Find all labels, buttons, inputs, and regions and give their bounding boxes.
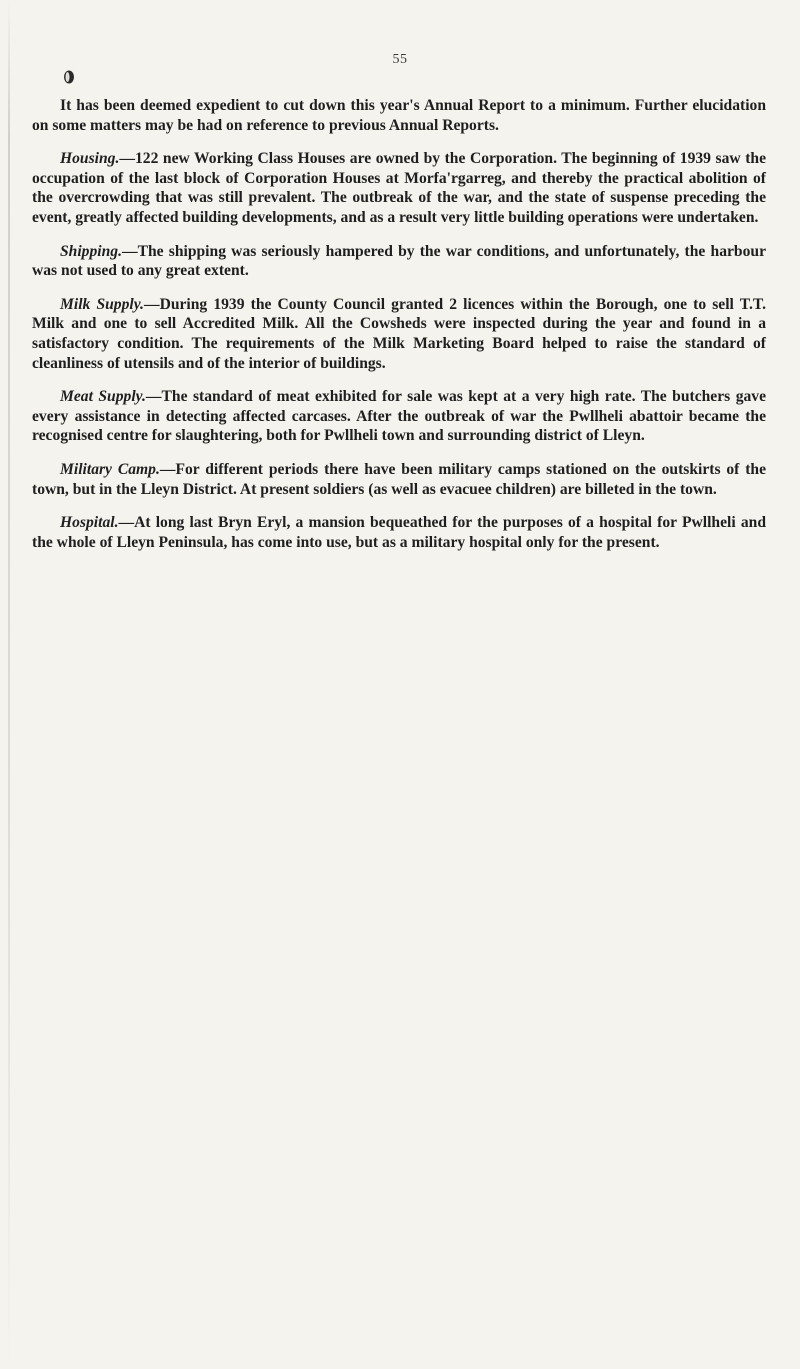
page-edge-shadow — [8, 0, 10, 1369]
section-heading: Shipping. — [60, 242, 122, 260]
section-heading: Military Camp. — [60, 460, 160, 478]
hospital-section — [32, 513, 766, 552]
ink-blot-mark — [63, 70, 75, 84]
intro-paragraph: It has been deemed expedient to cut down this year's Annual Report to a minimum. Further elucidation on some matters may be had on reference to previous Annual Reports. — [32, 97, 766, 134]
section-text: —122 new Working Class Houses are owned by the Corporation. The beginning of 1939 saw the occupation of the last block of Corporation Houses at Morfa'rgarreg, and thereby the practical abolition of the overcrowding that was still prevalent. The outbreak of the war, and the state of suspense preceding the event, greatly affected building developments, and as a result very little building operations were undertaken. — [32, 150, 766, 226]
shipping-section — [32, 242, 766, 281]
milk-supply-section — [32, 295, 766, 373]
page-number: 55 — [392, 52, 408, 67]
section-text: —At long last Bryn Eryl, a mansion bequeathed for the purposes of a hospital for Pwllheli and the whole of Lleyn Peninsula, has come into use, but as a military hospital only for the present. — [32, 514, 766, 551]
report-body — [32, 96, 766, 566]
meat-supply-section — [32, 387, 766, 446]
section-heading: Meat Supply. — [60, 388, 146, 406]
section-heading: Milk Supply. — [60, 295, 144, 313]
military-camp-section — [32, 460, 766, 499]
section-text: —For different periods there have been military camps stationed on the outskirts of the town, but in the Lleyn District. At present soldiers (as well as evacuee children) are billeted in the town. — [32, 460, 766, 498]
section-text: —During 1939 the County Council granted 2 licences within the Borough, one to sell T.T. Milk and one to sell Accredited Milk. All the Cowsheds were inspected during the year and found in a satisfactory condition. The requirements of the Milk Marketing Board helped to raise the standard of cleanliness of utensils and of the interior of buildings. — [32, 295, 766, 372]
section-text: —The standard of meat exhibited for sale was kept at a very high rate. The butchers gave every assistance in detecting affected carcases. After the outbreak of war the Pwllheli abattoir became the recognised centre for slaughtering, both for Pwllheli town and surrounding district of Lleyn. — [32, 388, 767, 445]
section-heading: Housing. — [60, 150, 120, 168]
housing-section — [32, 149, 766, 227]
section-heading: Hospital. — [60, 514, 119, 532]
section-text: —The shipping was seriously hampered by the war conditions, and unfortunately, the harbour was not used to any great extent. — [32, 242, 766, 280]
